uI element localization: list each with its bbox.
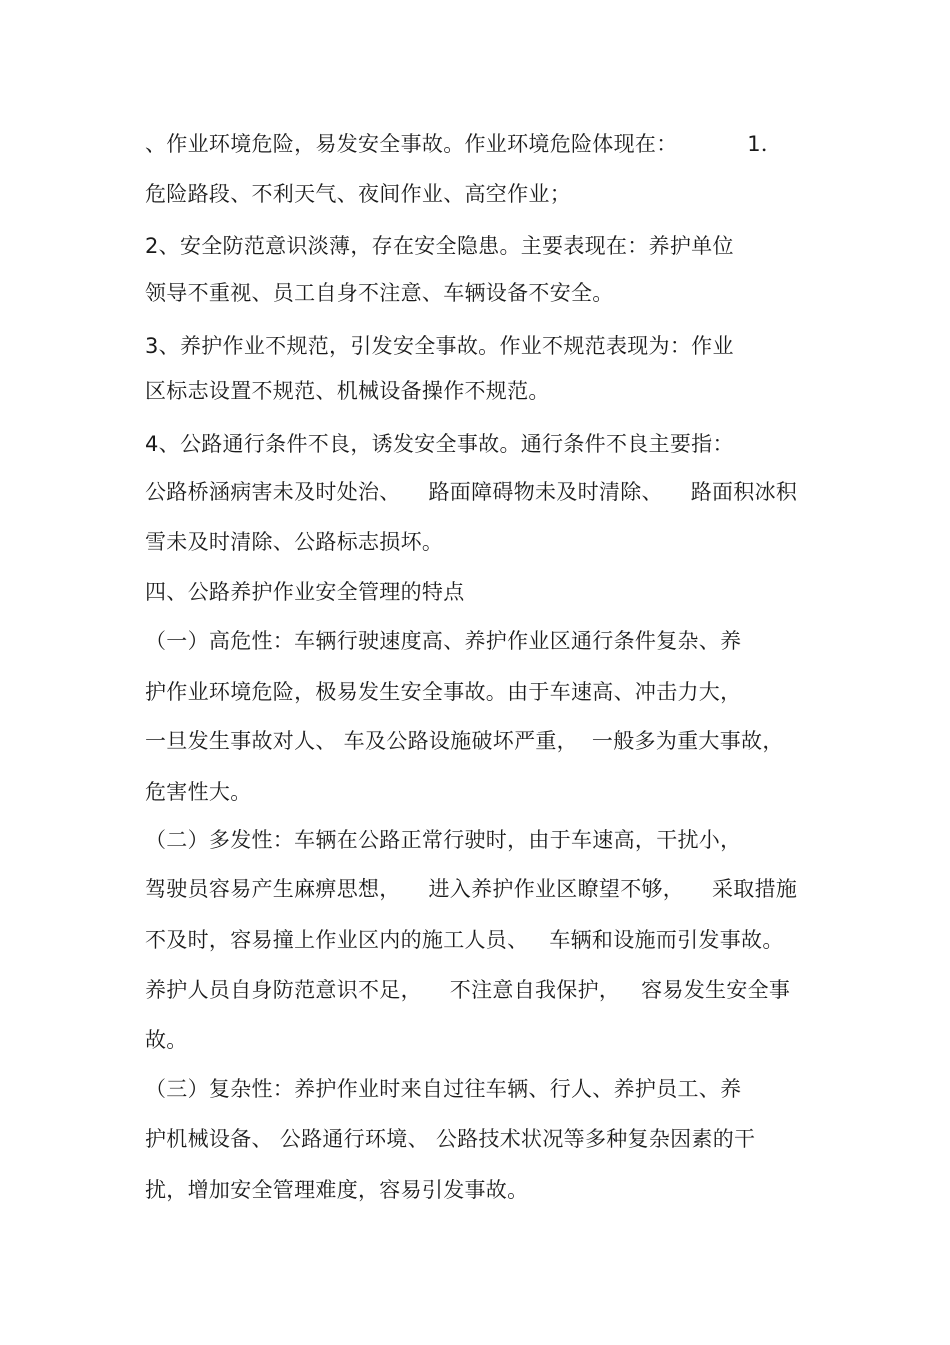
text-line: 危害性大。 (145, 780, 252, 804)
text-line: 、作业环境危险，易发安全事故。作业环境危险体现在： 1． (145, 132, 783, 156)
text-line: 养护人员自身防范意识不足， 不注意自我保护， 容易发生安全事 (145, 978, 791, 1002)
text-line: 驾驶员容易产生麻痹思想， 进入养护作业区瞭望不够， 采取措施 (145, 877, 798, 901)
text-line: 护作业环境危险，极易发生安全事故。由于车速高、冲击力大， (145, 680, 742, 704)
text-line: 不及时，容易撞上作业区内的施工人员、 车辆和设施而引发事故。 (145, 928, 784, 952)
text-line: 2、安全防范意识淡薄，存在安全隐患。主要表现在：养护单位 (145, 234, 734, 258)
text-line: 一旦发生事故对人、 车及公路设施破坏严重， 一般多为重大事故， (145, 729, 784, 753)
text-line: 区标志设置不规范、机械设备操作不规范。 (145, 379, 550, 403)
text-line: 扰，增加安全管理难度，容易引发事故。 (145, 1178, 529, 1202)
text-line: （二）多发性：车辆在公路正常行驶时，由于车速高，干扰小， (145, 828, 742, 852)
text-line: （三）复杂性：养护作业时来自过往车辆、行人、养护员工、养 (145, 1077, 742, 1101)
text-line: 4、公路通行条件不良，诱发安全事故。通行条件不良主要指： (145, 432, 734, 456)
text-line: 3、养护作业不规范，引发安全事故。作业不规范表现为：作业 (145, 334, 734, 358)
text-line: 危险路段、不利天气、夜间作业、高空作业； (145, 182, 571, 206)
text-line: （一）高危性：车辆行驶速度高、养护作业区通行条件复杂、养 (145, 629, 742, 653)
text-line: 公路桥涵病害未及时处治、 路面障碍物未及时清除、 路面积冰积 (145, 480, 798, 504)
section-heading: 四、公路养护作业安全管理的特点 (145, 580, 465, 604)
text-line: 护机械设备、 公路通行环境、 公路技术状况等多种复杂因素的干 (145, 1127, 756, 1151)
text-line: 故。 (145, 1028, 188, 1052)
text-line: 雪未及时清除、公路标志损坏。 (145, 530, 444, 554)
text-line: 领导不重视、员工自身不注意、车辆设备不安全。 (145, 281, 614, 305)
